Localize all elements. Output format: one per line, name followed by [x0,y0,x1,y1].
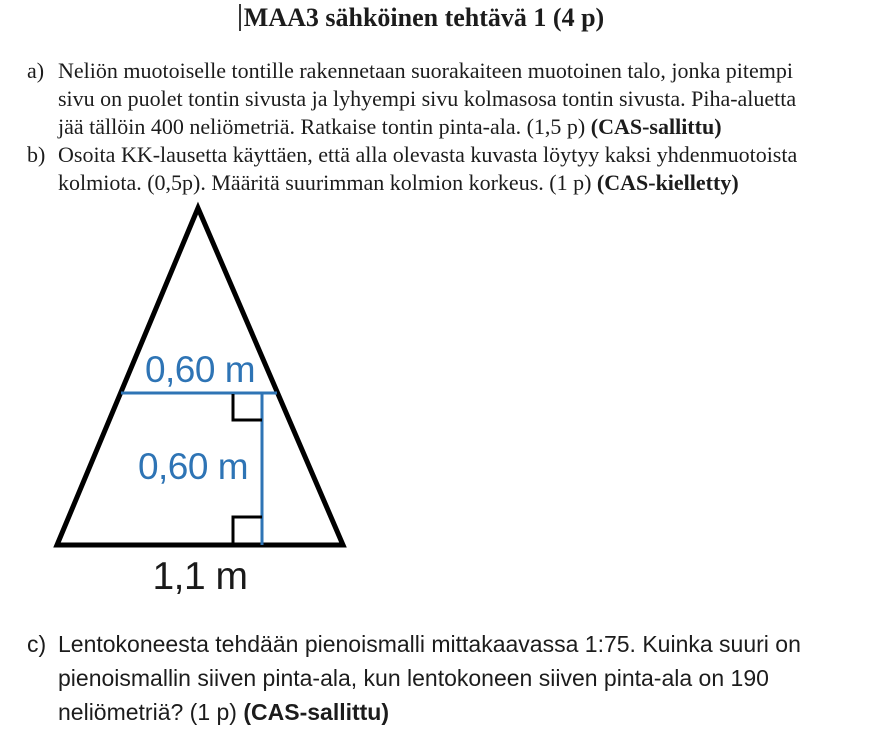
problem-c-line-1[interactable]: Lentokoneesta tehdään pienoismalli mittakaavassa 1:75. Kuinka suuri on [58,631,801,657]
problem-b-line-2-text: kolmiota. (0,5p). Määritä suurimman kolmion korkeus. (1 p) [58,170,597,195]
cas-allowed-note: (CAS-sallittu) [590,114,722,139]
problem-b-text [58,141,797,197]
page-title-text: MAA3 sähköinen tehtävä 1 (4 p) [243,3,605,32]
problem-b-marker: b) [27,142,46,167]
right-angle-marker-top [233,394,262,420]
problem-a [27,57,796,141]
problem-c-text [58,627,801,729]
problem-c-line-3[interactable] [58,695,801,729]
cas-forbidden-note: (CAS-kielletty) [596,170,739,195]
problem-b-line-1[interactable]: Osoita KK-lausetta käyttäen, että alla olevasta kuvasta löytyy kaksi yhdenmuotoista [58,142,798,167]
problem-a-text [58,57,796,141]
problem-a-line-2[interactable]: sivu on puolet tontin sivusta ja lyhyempi sivu kolmasosa tontin sivusta. Piha-aluetta [58,86,797,111]
problem-b [27,141,797,197]
altitude-segment-label: 0,60 m [137,446,249,487]
base-length-label: 1,1 m [152,555,248,598]
problem-c-line-3-text: neliömetriä? (1 p) [58,699,244,725]
problem-b-line-2[interactable] [58,169,797,197]
problem-a-line-3[interactable] [58,113,796,141]
problem-c [27,627,801,729]
right-angle-marker-bottom [233,517,262,544]
cas-allowed-note-c: (CAS-sallittu) [243,699,390,725]
problem-c-marker: c) [27,631,47,657]
triangle-figure[interactable] [40,200,360,605]
problem-a-marker: a) [27,58,45,83]
problem-a-line-1[interactable]: Neliön muotoiselle tontille rakennetaan suorakaiteen muotoinen talo, jonka pitempi [58,58,793,83]
text-cursor [239,4,241,31]
problem-c-line-2[interactable]: pienoismallin siiven pinta-ala, kun lentokoneen siiven pinta-ala on 190 [58,665,769,691]
page-title[interactable] [0,3,865,33]
chord-width-label: 0,60 m [144,349,256,390]
problem-a-line-3-text: jää tällöin 400 neliömetriä. Ratkaise tontin pinta-ala. (1,5 p) [58,114,591,139]
